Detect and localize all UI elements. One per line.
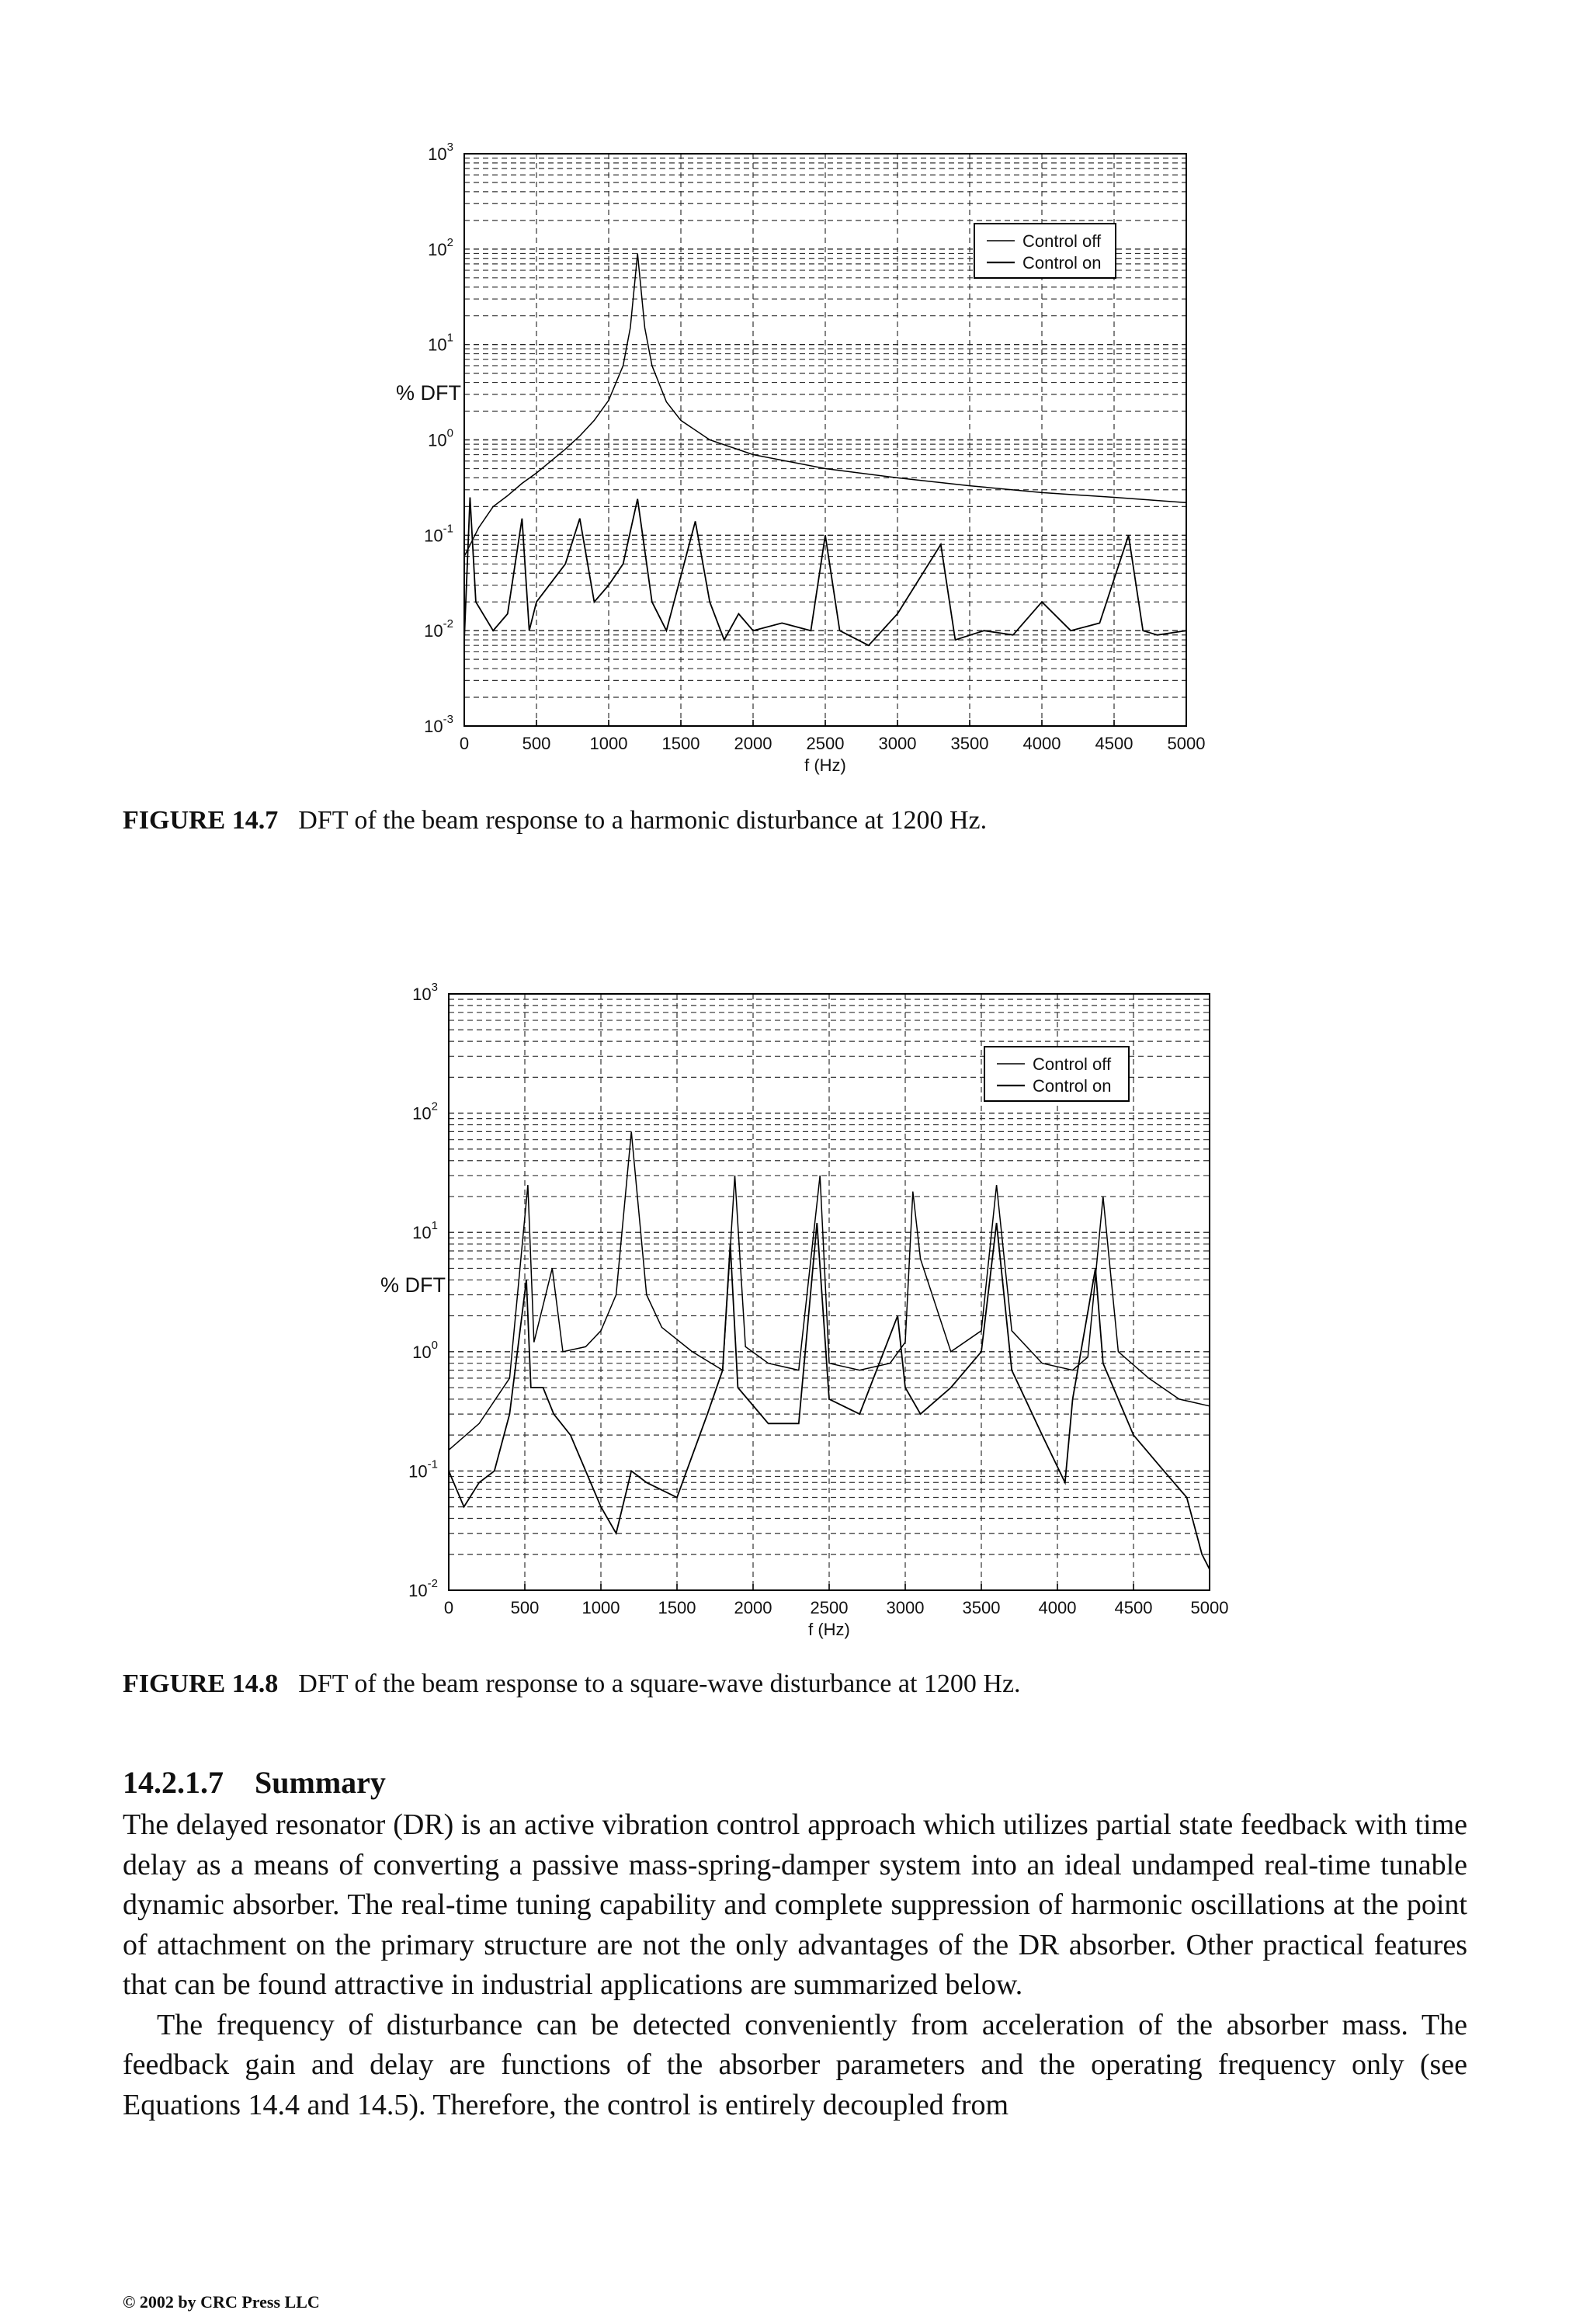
y-tick-label: $10^3$: [428, 141, 453, 164]
x-tick-label: 2500: [806, 734, 845, 753]
y-tick-label: $10^1$: [412, 1219, 438, 1243]
legend-entry: Control on: [1022, 253, 1102, 273]
x-tick-label: 1000: [589, 734, 628, 753]
paragraph: The delayed resonator (DR) is an active vibration control approach which utilizes partial state feedback with time delay as a means of converting a passive mass-spring-damper system into an ideal undamped real-time tunable dynamic absorber. The real-time tuning capability and complete suppression of harmonic oscillations at the point of attachment on the primary structure are not the only advantages of the DR absorber. Other practical features that can be found attractive in industrial applications are summarized below.: [123, 1808, 1467, 2001]
legend: [974, 224, 1116, 278]
y-tick-label: $10^{-2}$: [408, 1577, 438, 1600]
x-tick-label: 2500: [810, 1598, 849, 1617]
x-tick-label: 0: [443, 1598, 454, 1617]
x-tick-label: 4000: [1038, 1598, 1077, 1617]
y-tick-label: $10^{-1}$: [408, 1457, 438, 1482]
x-tick-label: 4000: [1022, 734, 1061, 753]
figure-caption-text: DFT of the beam response to a square-wave disturbance at 1200 Hz.: [298, 1669, 1021, 1698]
section-heading: [123, 1764, 386, 1801]
y-tick-label: $10^0$: [412, 1338, 438, 1362]
x-tick-label: 5000: [1190, 1598, 1229, 1617]
y-tick-label: $10^3$: [412, 981, 438, 1004]
chart-svg: [365, 140, 1234, 776]
y-tick-label: $10^1$: [428, 331, 453, 355]
x-tick-label: 0: [459, 734, 470, 753]
figure-caption-text: DFT of the beam response to a harmonic disturbance at 1200 Hz.: [298, 806, 988, 835]
y-tick-label: $10^2$: [412, 1099, 438, 1124]
section-title: Summary: [255, 1765, 386, 1800]
figure-caption: [123, 806, 987, 835]
series-line-control-off: [449, 1131, 1210, 1450]
y-tick-label: $10^{-1}$: [424, 522, 453, 546]
x-axis-label: f (Hz): [804, 756, 846, 775]
section-number: 14.2.1.7: [123, 1765, 224, 1800]
figure-label: FIGURE 14.8: [123, 1669, 279, 1698]
legend-entry: Control off: [1033, 1054, 1112, 1074]
paragraph: The frequency of disturbance can be detected conveniently from acceleration of the absorber mass. The feedback gain and delay are functions of the absorber parameters and the operating frequency only (see Equations 14.4 and 14.5). Therefore, the control is entirely decoupled from: [123, 2008, 1467, 2121]
x-tick-label: 2000: [734, 1598, 772, 1617]
x-tick-label: 5000: [1167, 734, 1206, 753]
x-tick-label: 500: [522, 734, 551, 753]
y-tick-label: $10^2$: [428, 235, 453, 259]
y-axis-label: % DFT: [396, 380, 461, 405]
y-tick-label: $10^{-3}$: [424, 713, 453, 736]
x-tick-label: 1000: [581, 1598, 620, 1617]
figure-label: FIGURE 14.7: [123, 806, 279, 835]
legend-entry: Control on: [1033, 1076, 1112, 1096]
legend: [984, 1047, 1129, 1101]
chart-svg: [357, 981, 1250, 1654]
x-tick-label: 3500: [962, 1598, 1001, 1617]
body-text: [123, 1805, 1467, 2125]
x-axis-label: f (Hz): [808, 1620, 850, 1639]
x-tick-label: 4500: [1114, 1598, 1153, 1617]
x-tick-label: 3000: [886, 1598, 925, 1617]
x-tick-label: 3500: [950, 734, 989, 753]
y-tick-label: $10^{-2}$: [424, 617, 453, 641]
x-tick-label: 1500: [658, 1598, 696, 1617]
figure-14-7-chart: [365, 140, 1234, 776]
figure-caption: [123, 1669, 1021, 1699]
y-axis-label: % DFT: [380, 1273, 446, 1297]
x-tick-label: 2000: [734, 734, 772, 753]
copyright-footer: © 2002 by CRC Press LLC: [123, 2292, 320, 2312]
legend-entry: Control off: [1022, 231, 1102, 251]
x-tick-label: 1500: [661, 734, 700, 753]
x-tick-label: 500: [510, 1598, 540, 1617]
x-tick-label: 3000: [878, 734, 917, 753]
y-tick-label: $10^0$: [428, 426, 453, 450]
figure-14-8-chart: [357, 981, 1250, 1654]
x-tick-label: 4500: [1095, 734, 1133, 753]
